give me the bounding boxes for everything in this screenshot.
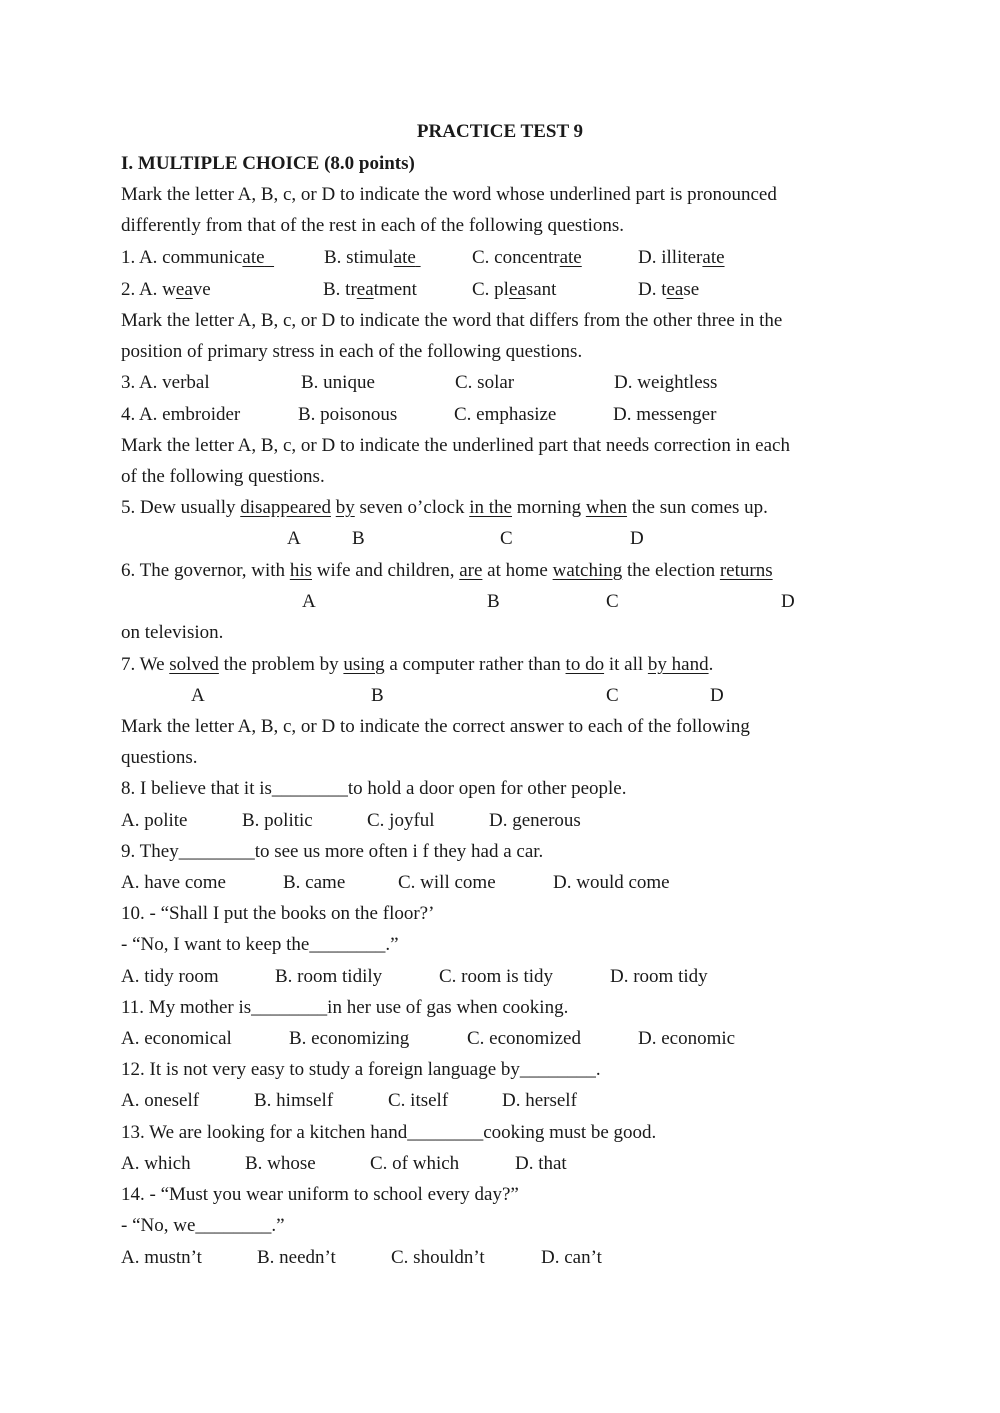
q9-option-c: C. will come	[398, 872, 496, 893]
q10-option-c: C. room is tidy	[439, 966, 554, 987]
q12-option-b: B. himself	[254, 1090, 334, 1111]
q8-option-c: C. joyful	[367, 810, 435, 831]
q11-option-a: A. economical	[121, 1028, 232, 1049]
q5-letter-a: A	[287, 528, 301, 549]
q1-option-b: B. stimulate	[324, 247, 416, 268]
q12-stem: 12. It is not very easy to study a foreign language by________.	[121, 1059, 601, 1080]
q12-option-c: C. itself	[388, 1090, 449, 1111]
q13-stem: 13. We are looking for a kitchen hand________cooking must be good.	[121, 1122, 657, 1143]
q6-letter-c: C	[606, 591, 619, 612]
q3-option-b: B. unique	[301, 372, 375, 393]
q4-option-b: B. poisonous	[298, 404, 398, 425]
q14-option-c: C. shouldn’t	[391, 1247, 485, 1268]
q8-option-a: A. polite	[121, 810, 188, 831]
q6-continuation: on television.	[121, 622, 224, 643]
instruction-pronunciation-line-2: differently from that of the rest in each of the following questions.	[121, 215, 625, 236]
q2-option-c: C. pleasant	[472, 279, 557, 300]
q10-stem-reply: - “No, I want to keep the________.”	[121, 934, 399, 955]
q10-stem: 10. - “Shall I put the books on the floor?’	[121, 903, 435, 924]
page-title: PRACTICE TEST 9	[416, 121, 584, 142]
q5-letter-d: D	[630, 528, 644, 549]
q7-letter-c: C	[606, 685, 619, 706]
q2-option-b: B. treatment	[323, 279, 417, 300]
q10-option-a: A. tidy room	[121, 966, 219, 987]
q7-letter-d: D	[710, 685, 724, 706]
instruction-stress-line-1: Mark the letter A, B, c, or D to indicate the word that differs from the other three in the	[121, 310, 783, 331]
instruction-answer-line-1: Mark the letter A, B, c, or D to indicate the correct answer to each of the following	[121, 716, 750, 737]
q1-option-d: D. illiterate	[638, 247, 725, 268]
q8-option-b: B. politic	[242, 810, 313, 831]
q4-option-a: 4. A. embroider	[121, 404, 241, 425]
q1-option-a: 1. A. communicate	[121, 247, 265, 268]
q7-sentence: 7. We solved the problem by using a computer rather than to do it all by hand.	[121, 654, 714, 675]
q14-stem-reply: - “No, we________.”	[121, 1215, 285, 1236]
q6-sentence: 6. The governor, with his wife and children, are at home watching the election returns	[121, 560, 773, 581]
q13-option-b: B. whose	[245, 1153, 316, 1174]
q6-letter-a: A	[302, 591, 316, 612]
q14-option-a: A. mustn’t	[121, 1247, 202, 1268]
q7-letter-b: B	[371, 685, 384, 706]
section-heading: I. MULTIPLE CHOICE (8.0 points)	[121, 153, 415, 174]
q4-option-d: D. messenger	[613, 404, 717, 425]
q11-option-d: D. economic	[638, 1028, 736, 1049]
q9-option-a: A. have come	[121, 872, 226, 893]
q9-stem: 9. They________to see us more often i f they had a car.	[121, 841, 544, 862]
q14-stem: 14. - “Must you wear uniform to school every day?”	[121, 1184, 519, 1205]
q12-option-a: A. oneself	[121, 1090, 200, 1111]
q5-sentence: 5. Dew usually disappeared by seven o’clock in the morning when the sun comes up.	[121, 497, 768, 518]
q8-stem: 8. I believe that it is________to hold a door open for other people.	[121, 778, 627, 799]
q6-letter-b: B	[487, 591, 500, 612]
q13-option-c: C. of which	[370, 1153, 460, 1174]
q5-letter-b: B	[352, 528, 365, 549]
q7-letter-a: A	[191, 685, 205, 706]
q6-letter-d: D	[781, 591, 795, 612]
q4-option-c: C. emphasize	[454, 404, 557, 425]
q9-option-d: D. would come	[553, 872, 670, 893]
q2-option-a: 2. A. weave	[121, 279, 211, 300]
q12-option-d: D. herself	[502, 1090, 577, 1111]
q1-option-c: C. concentrate	[472, 247, 582, 268]
instruction-pronunciation-line-1: Mark the letter A, B, c, or D to indicate the word whose underlined part is pronounced	[121, 184, 777, 205]
instruction-stress-line-2: position of primary stress in each of the following questions.	[121, 341, 583, 362]
q3-option-a: 3. A. verbal	[121, 372, 210, 393]
instruction-answer-line-2: questions.	[121, 747, 198, 768]
q13-option-d: D. that	[515, 1153, 567, 1174]
q11-option-c: C. economized	[467, 1028, 581, 1049]
q14-option-d: D. can’t	[541, 1247, 602, 1268]
q9-option-b: B. came	[283, 872, 346, 893]
instruction-error-line-2: of the following questions.	[121, 466, 325, 487]
q11-option-b: B. economizing	[289, 1028, 410, 1049]
q13-option-a: A. which	[121, 1153, 191, 1174]
q2-option-d: D. tease	[638, 279, 700, 300]
q8-option-d: D. generous	[489, 810, 581, 831]
q3-option-d: D. weightless	[614, 372, 718, 393]
q10-option-d: D. room tidy	[610, 966, 708, 987]
q3-option-c: C. solar	[455, 372, 515, 393]
instruction-error-line-1: Mark the letter A, B, c, or D to indicate the underlined part that needs correction in each	[121, 435, 790, 456]
q14-option-b: B. needn’t	[257, 1247, 336, 1268]
q11-stem: 11. My mother is________in her use of gas when cooking.	[121, 997, 569, 1018]
q5-letter-c: C	[500, 528, 513, 549]
q10-option-b: B. room tidily	[275, 966, 383, 987]
